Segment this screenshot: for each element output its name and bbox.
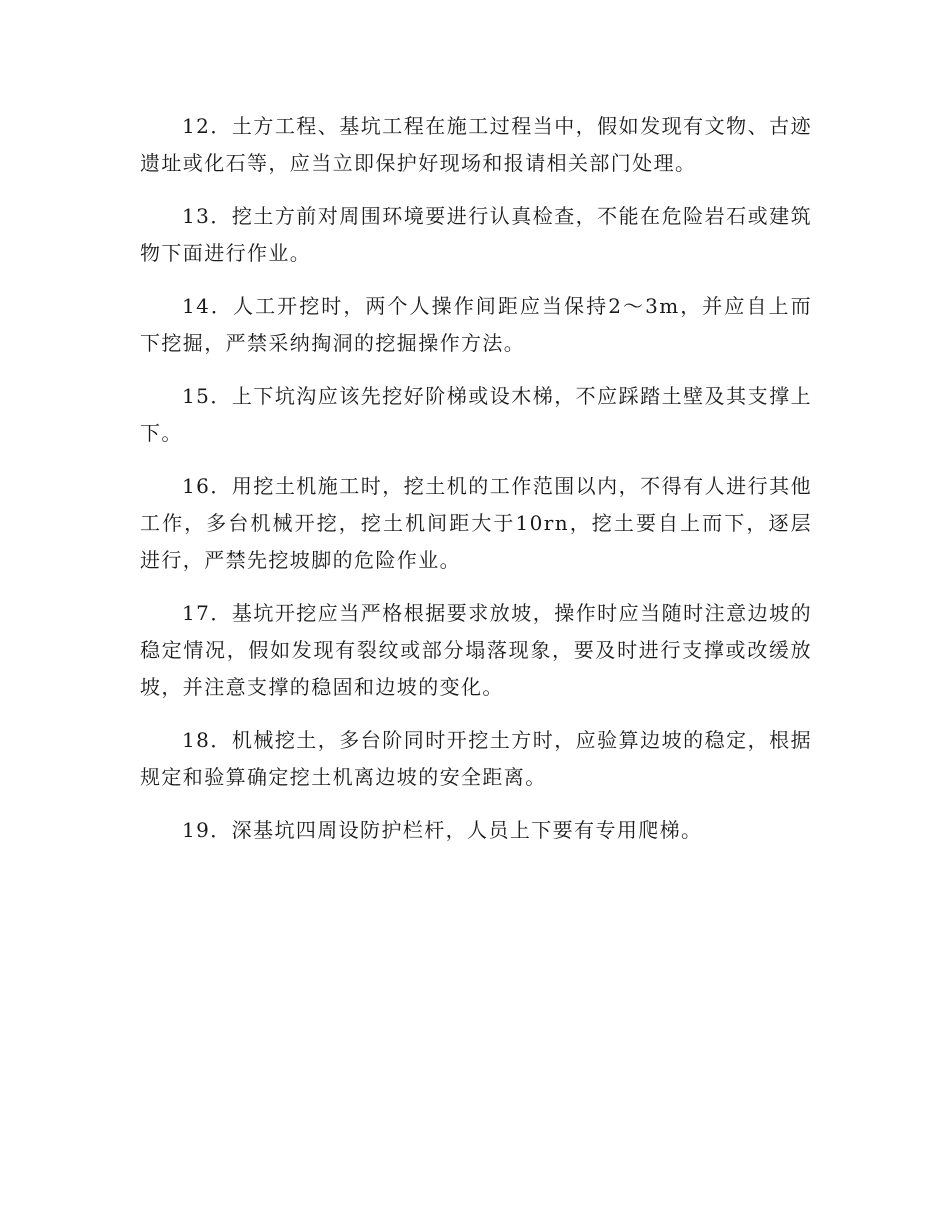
paragraph-17: 17．基坑开挖应当严格根据要求放坡，操作时应当随时注意边坡的稳定情况，假如发现有裂纹或部分塌落现象，要及时进行支撑或改缓放坡，并注意支撑的稳固和边坡的变化。 [140, 601, 812, 699]
paragraph-15: 15．上下坑沟应该先挖好阶梯或设木梯，不应踩踏土壁及其支撑上下。 [140, 384, 812, 445]
paragraph-12: 12．土方工程、基坑工程在施工过程当中，假如发现有文物、古迹遗址或化石等，应当立即保护好现场和报请相关部门处理。 [140, 114, 812, 175]
paragraph-19: 19．深基坑四周设防护栏杆，人员上下要有专用爬梯。 [182, 818, 703, 842]
paragraph-14: 14．人工开挖时，两个人操作间距应当保持2～3m，并应自上而下挖掘，严禁采纳掏洞的挖掘操作方法。 [140, 294, 812, 355]
paragraph-16: 16．用挖土机施工时，挖土机的工作范围以内，不得有人进行其他工作，多台机械开挖，挖土机间距大于10rn，挖土要自上而下，逐层进行，严禁先挖坡脚的危险作业。 [140, 474, 812, 572]
paragraph-18: 18．机械挖土，多台阶同时开挖土方时，应验算边坡的稳定，根据规定和验算确定挖土机离边坡的安全距离。 [140, 728, 812, 789]
document-body [140, 108, 812, 865]
paragraph-13: 13．挖土方前对周围环境要进行认真检查，不能在危险岩石或建筑物下面进行作业。 [140, 204, 812, 265]
